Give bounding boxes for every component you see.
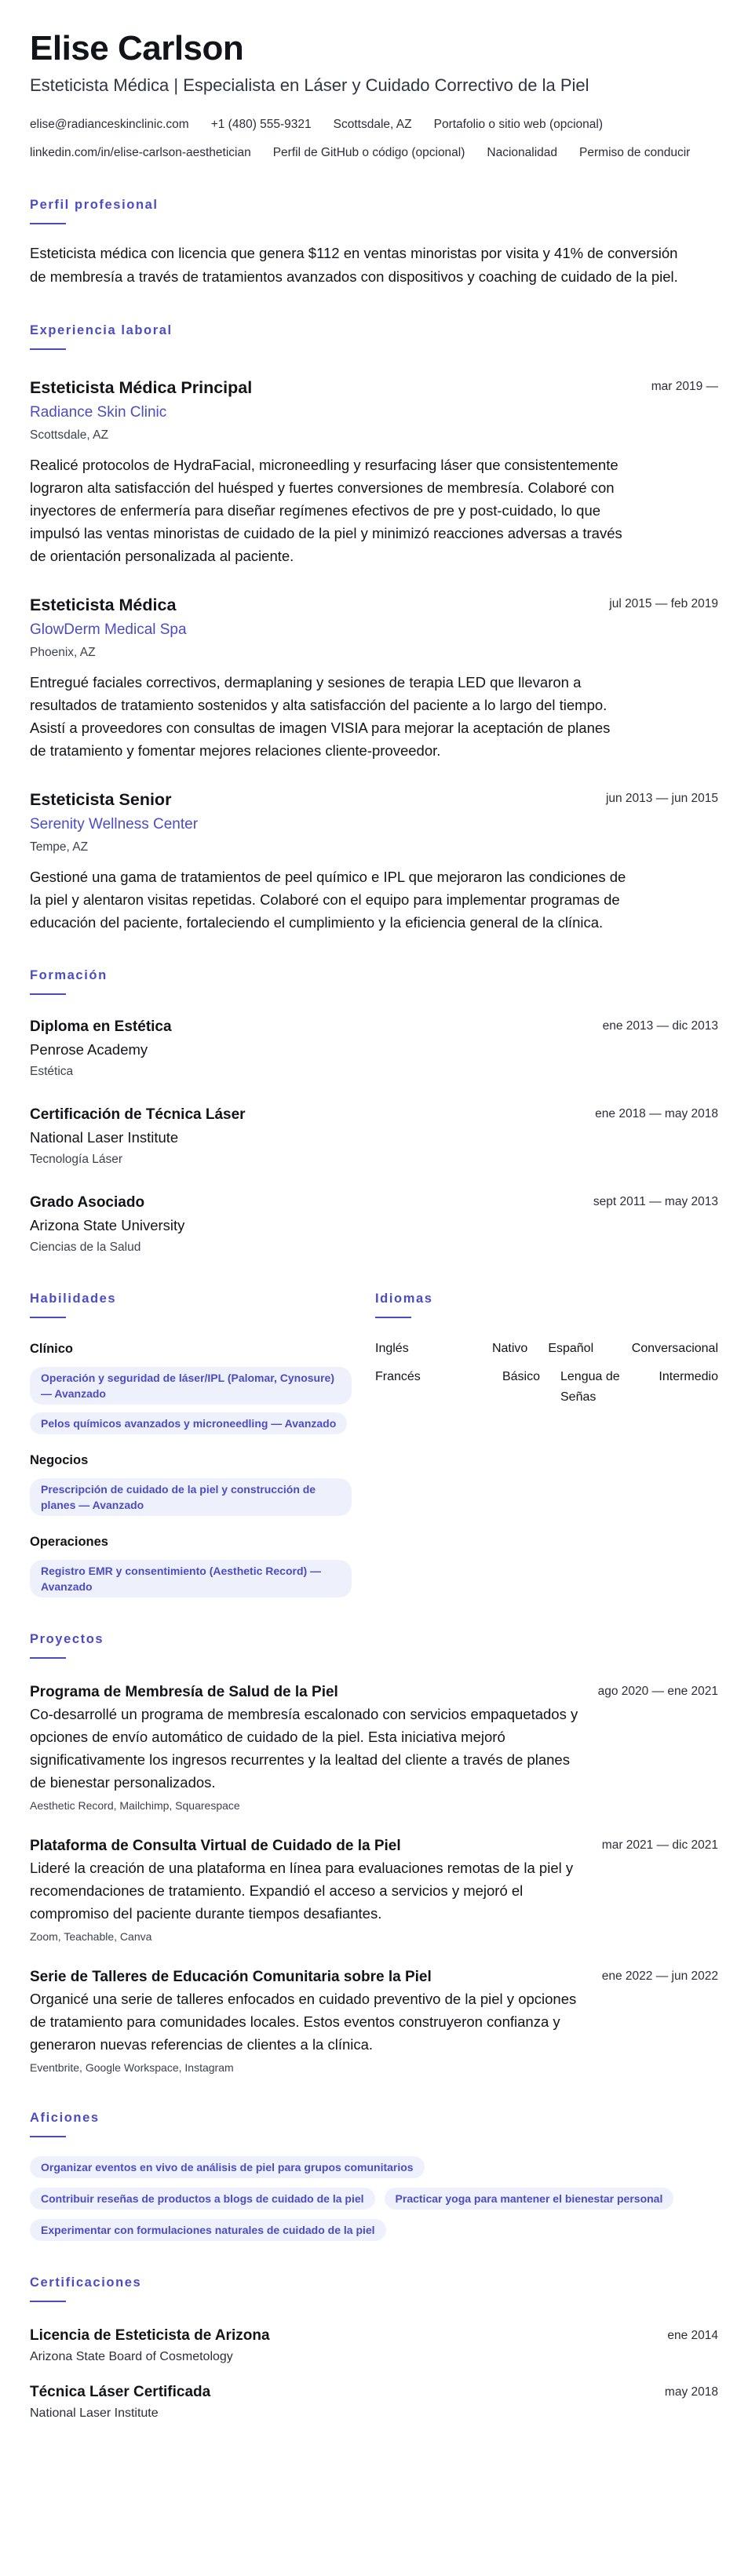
- language-name: Francés: [375, 1370, 421, 1383]
- job-location: Phoenix, AZ: [30, 646, 96, 659]
- language-name: Lengua de Señas: [560, 1370, 620, 1404]
- job-date: jun 2013 — jun 2015: [605, 792, 718, 805]
- skill-pill: Prescripción de cuidado de la piel y construcción de planes — Avanzado: [30, 1478, 352, 1516]
- certification-title: Técnica Láser Certificada: [30, 2384, 211, 2400]
- project-tech: Eventbrite, Google Workspace, Instagram: [30, 2061, 234, 2074]
- hobby-pill: Contribuir reseñas de productos a blogs de cuidado de la piel: [30, 2188, 375, 2210]
- skill-group: [30, 1340, 375, 1434]
- language-name: Inglés: [375, 1342, 409, 1355]
- candidate-name: Elise Carlson: [30, 29, 244, 67]
- skill-pill-list: [30, 1478, 375, 1516]
- skill-group: [30, 1533, 375, 1598]
- contact-github[interactable]: Perfil de GitHub o código (opcional): [272, 146, 465, 159]
- section-title-education: Formación: [30, 968, 108, 982]
- language-row: [375, 1367, 718, 1408]
- section-title-summary: Perfil profesional: [30, 198, 159, 212]
- education-entry: [30, 1193, 718, 1257]
- project-entry: [30, 1967, 718, 2076]
- job-entry: [30, 377, 718, 567]
- project-title: Plataforma de Consulta Virtual de Cuidado de la Piel: [30, 1838, 401, 1854]
- certifications-section: [30, 2274, 718, 2423]
- project-date: mar 2021 — dic 2021: [601, 1838, 718, 1852]
- section-divider: [30, 1317, 66, 1318]
- hobby-pill: Organizar eventos en vivo de análisis de piel para grupos comunitarios: [30, 2156, 425, 2178]
- skills-section: [30, 1290, 375, 1598]
- education-entry: [30, 1017, 718, 1081]
- hobby-pill-list: [30, 2156, 721, 2241]
- section-title-experience: Experiencia laboral: [30, 323, 173, 337]
- section-title-skills: Habilidades: [30, 1292, 117, 1306]
- section-divider: [30, 1657, 66, 1659]
- skill-group-name: Clínico: [30, 1342, 74, 1356]
- project-tech: Aesthetic Record, Mailchimp, Squarespace: [30, 1799, 240, 1812]
- section-divider: [30, 2136, 66, 2137]
- project-title: Programa de Membresía de Salud de la Piel: [30, 1684, 338, 1700]
- education-entry: [30, 1105, 718, 1169]
- project-date: ago 2020 — ene 2021: [597, 1685, 718, 1698]
- education-institution: National Laser Institute: [30, 1129, 179, 1146]
- hobbies-section: [30, 2109, 718, 2241]
- education-section: [30, 967, 718, 1257]
- summary-text: Esteticista médica con licencia que genera $112 en ventas minoristas por visita y 41% de conversión de membresía a través de tratamientos avanzados con dispositivos y coaching de cuidado de la piel.: [30, 245, 678, 285]
- project-entry: [30, 1836, 718, 1945]
- certification-issuer: Arizona State Board of Cosmetology: [30, 2350, 233, 2363]
- project-tech: Zoom, Teachable, Canva: [30, 1930, 152, 1943]
- languages-section: [375, 1290, 718, 1598]
- education-date: ene 2018 — may 2018: [595, 1107, 718, 1120]
- job-title: Esteticista Médica Principal: [30, 378, 253, 397]
- experience-section: [30, 322, 718, 934]
- section-divider: [30, 2301, 66, 2302]
- certification-title: Licencia de Esteticista de Arizona: [30, 2327, 270, 2344]
- skill-group-name: Operaciones: [30, 1535, 108, 1549]
- summary-section: [30, 196, 718, 289]
- certification-date: ene 2014: [667, 2329, 718, 2342]
- project-title: Serie de Talleres de Educación Comunitaria sobre la Piel: [30, 1969, 432, 1985]
- project-date: ene 2022 — jun 2022: [601, 1969, 718, 1983]
- certification-entry: [30, 2382, 718, 2423]
- skill-pill: Operación y seguridad de láser/IPL (Palomar, Cynosure) — Avanzado: [30, 1367, 352, 1405]
- language-level: Nativo: [491, 1342, 528, 1355]
- section-divider: [30, 223, 66, 224]
- education-degree: Certificación de Técnica Láser: [30, 1106, 246, 1123]
- education-date: ene 2013 — dic 2013: [602, 1019, 718, 1033]
- section-title-languages: Idiomas: [375, 1292, 433, 1306]
- skills-languages-row: [30, 1290, 718, 1598]
- contact-list: [30, 115, 736, 163]
- contact-linkedin[interactable]: linkedin.com/in/elise-carlson-aesthetician: [30, 146, 251, 159]
- job-entry: [30, 594, 718, 762]
- job-company: GlowDerm Medical Spa: [30, 621, 187, 638]
- contact-phone[interactable]: +1 (480) 555-9321: [210, 118, 312, 131]
- job-location: Tempe, AZ: [30, 840, 89, 854]
- job-company: Serenity Wellness Center: [30, 816, 199, 833]
- contact-driving-license: Permiso de conducir: [579, 146, 691, 159]
- contact-email[interactable]: elise@radianceskinclinic.com: [30, 118, 189, 131]
- skill-pill: Pelos químicos avanzados y microneedling — Avanzado: [30, 1412, 347, 1434]
- section-divider: [30, 993, 66, 995]
- job-description: Gestioné una gama de tratamientos de peel químico e IPL que mejoraron las condiciones de la piel y alentaron visitas repetidas. Colaboré con el equipo para implementar programas de educación del paciente, fortaleciendo el cumplimiento y la eficiencia general de la clínica.: [30, 869, 626, 931]
- education-field: Estética: [30, 1065, 74, 1078]
- job-title: Esteticista Senior: [30, 790, 172, 809]
- certification-entry: [30, 2326, 718, 2366]
- section-title-projects: Proyectos: [30, 1632, 104, 1646]
- education-institution: Penrose Academy: [30, 1041, 148, 1058]
- section-divider: [375, 1317, 411, 1318]
- education-date: sept 2011 — may 2013: [593, 1195, 718, 1208]
- job-entry: [30, 789, 718, 934]
- education-degree: Diploma en Estética: [30, 1018, 172, 1035]
- language-row: [375, 1339, 718, 1359]
- job-date: mar 2019 —: [651, 380, 718, 393]
- skill-pill-list: [30, 1367, 375, 1434]
- section-title-certifications: Certificaciones: [30, 2275, 142, 2290]
- certification-issuer: National Laser Institute: [30, 2407, 159, 2420]
- project-description: Lideré la creación de una plataforma en línea para evaluaciones remotas de la piel y recomendaciones de tratamiento. Expandió el acceso a servicios y mejoró el compromiso del paciente durante tiempos desafiantes.: [30, 1860, 574, 1922]
- education-degree: Grado Asociado: [30, 1194, 145, 1211]
- section-title-hobbies: Aficiones: [30, 2111, 100, 2125]
- project-description: Co-desarrollé un programa de membresía escalonado con servicios empaquetados y opciones de envío automático de cuidado de la piel. Esta iniciativa mejoró significativamente los ingresos recurrentes y la lealtad del cliente a través de planes de bienestar personalizados.: [30, 1706, 578, 1791]
- skill-pill: Registro EMR y consentimiento (Aesthetic Record) — Avanzado: [30, 1560, 352, 1598]
- contact-location: Scottsdale, AZ: [333, 118, 412, 131]
- section-divider: [30, 348, 66, 350]
- project-entry: [30, 1682, 718, 1814]
- contact-nationality: Nacionalidad: [487, 146, 558, 159]
- skill-pill-list: [30, 1560, 375, 1598]
- candidate-headline: Esteticista Médica | Especialista en Láser y Cuidado Correctivo de la Piel: [30, 75, 589, 95]
- hobby-pill: Practicar yoga para mantener el bienestar personal: [385, 2188, 674, 2210]
- education-institution: Arizona State University: [30, 1217, 185, 1233]
- language-table: [375, 1339, 718, 1408]
- hobby-pill: Experimentar con formulaciones naturales de cuidado de la piel: [30, 2219, 386, 2241]
- project-description: Organicé una serie de talleres enfocados en cuidado preventivo de la piel y opciones de tratamiento para comunidades locales. Estos eventos construyeron confianza y generaron nuevas referencias de clientes a la clínica.: [30, 1991, 577, 2053]
- job-date: jul 2015 — feb 2019: [609, 597, 718, 610]
- job-title: Esteticista Médica: [30, 596, 177, 614]
- job-company: Radiance Skin Clinic: [30, 404, 167, 421]
- job-description: Realicé protocolos de HydraFacial, microneedling y resurfacing láser que consistentemente lograron alta satisfacción del huésped y fuertes conversiones de membresía. Colaboré con inyectores de enfermería para diseñar regímenes efectivos de pre y post-cuidado, lo que impulsó las ventas minoristas de cuidado de la piel y minimizó reacciones adversas a través de orientación personalizada al paciente.: [30, 457, 622, 564]
- language-name: Español: [548, 1342, 594, 1355]
- education-field: Ciencias de la Salud: [30, 1241, 141, 1254]
- job-location: Scottsdale, AZ: [30, 428, 108, 442]
- contact-portfolio[interactable]: Portafolio o sitio web (opcional): [433, 118, 604, 131]
- education-field: Tecnología Láser: [30, 1153, 123, 1166]
- skill-group-name: Negocios: [30, 1453, 89, 1467]
- language-level: Conversacional: [631, 1342, 718, 1355]
- resume-header: [30, 28, 718, 163]
- job-description: Entregué faciales correctivos, dermaplaning y sesiones de terapia LED que llevaron a resultados de tratamiento sostenidos y alta satisfacción del paciente a lo largo del tiempo. Asistí a proveedores con consultas de imagen VISIA para mejorar la aceptación de planes de tratamiento y fomentar mejores relaciones cliente-proveedor.: [30, 674, 611, 759]
- certification-date: may 2018: [664, 2385, 718, 2399]
- language-level: Básico: [502, 1370, 540, 1383]
- projects-section: [30, 1630, 718, 2076]
- skill-group: [30, 1452, 375, 1516]
- language-level: Intermedio: [659, 1370, 718, 1383]
